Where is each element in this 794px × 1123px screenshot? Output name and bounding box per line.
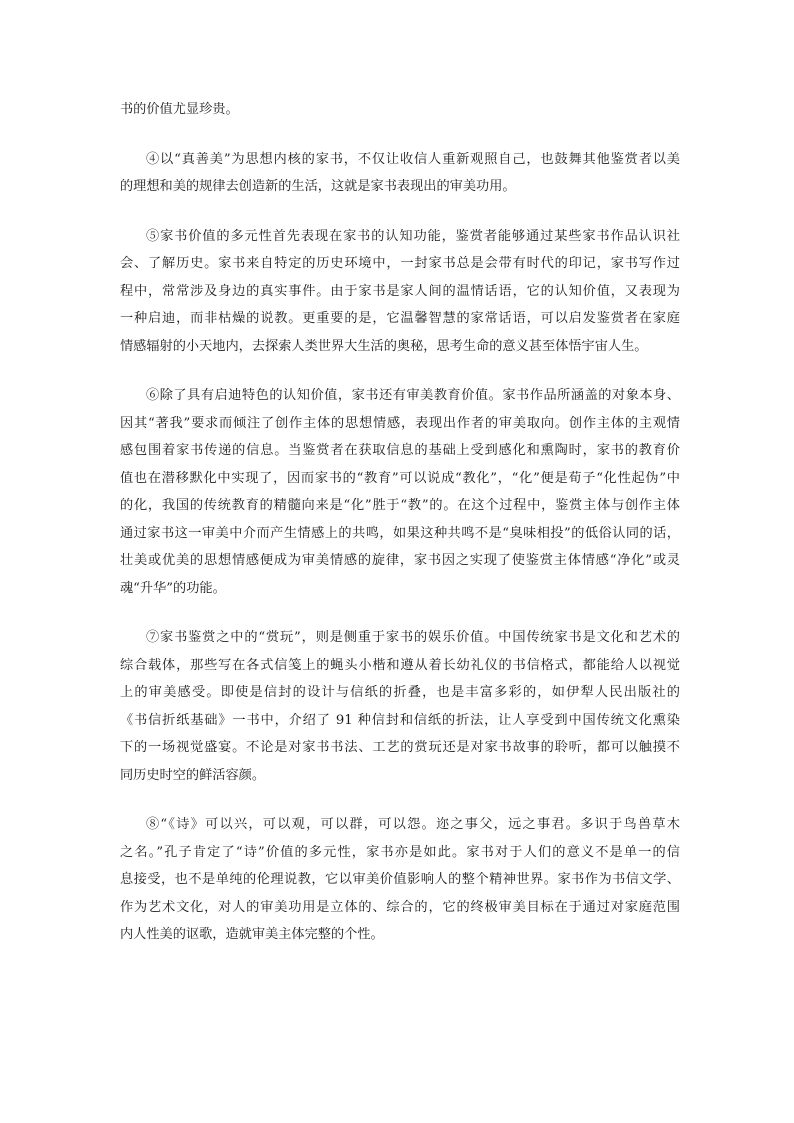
text-line: 综合载体，那些写在各式信笺上的蝇头小楷和遵从着长幼礼仪的书信格式，都能给人以视觉 [120,657,680,673]
text-line: 作为艺术文化，对人的审美功用是立体的、综合的，它的终极审美目标在于通过对家庭范围 [120,899,680,915]
paragraph-1 [120,96,680,124]
document-page [120,96,680,971]
paragraph-6 [120,811,680,949]
text-line: 一种启迪，而非枯燥的说教。更重要的是，它温馨智慧的家常话语，可以启发鉴赏者在家庭 [120,311,680,326]
text-line: 会、了解历史。家书来自特定的历史环境中，一封家书总是会带有时代的印记，家书写作过 [120,256,680,271]
text-line: 之名。”孔子肯定了“诗”价值的多元性，家书亦是如此。家书对于人们的意义不是单一的信 [120,844,680,860]
paragraph-5 [120,624,680,789]
text-line: 感包围着家书传递的信息。当鉴赏者在获取信息的基础上受到感化和熏陶时，家书的教育价 [120,443,680,458]
paragraph-4 [120,382,680,602]
text-line: 的化，我国的传统教育的精髓向来是“化”胜于“教”的。在这个过程中，鉴赏主体与创作主体 [120,498,680,513]
text-line: 《书信折纸基础》一书中，介绍了 91 种信封和信纸的折法，让人享受到中国传统文化熏染 [120,712,680,728]
text-line: 同历史时空的鲜活容颜。 [120,767,266,783]
text-line: 内人性美的讴歌，造就审美主体完整的个性。 [120,927,384,942]
text-line: 魂“升华”的功能。 [120,580,226,596]
text-line: 情感辐射的小天地内，去探索人类世界大生活的奥秘，思考生命的意义甚至体悟宇宙人生。 [120,338,648,354]
text-line: ④以“真善美”为思想内核的家书，不仅让收信人重新观照自己，也鼓舞其他鉴赏者以美 [146,151,680,167]
paragraph-2 [120,146,680,201]
text-line: 壮美或优美的思想情感便成为审美情感的旋律，家书因之实现了使鉴赏主体情感“净化”或灵 [120,553,680,568]
text-line: ⑥除了具有启迪特色的认知价值，家书还有审美教育价值。家书作品所涵盖的对象本身、 [146,388,680,403]
text-line: 下的一场视觉盛宴。不论是对家书书法、工艺的赏玩还是对家书故事的聆听，都可以触摸不 [120,740,680,755]
paragraph-3 [120,223,680,361]
text-line: ⑦家书鉴赏之中的“赏玩”，则是侧重于家书的娱乐价值。中国传统家书是文化和艺术的 [146,630,680,645]
text-line: ⑧“《诗》可以兴，可以观，可以群，可以怨。迩之事父，远之事君。多识于鸟兽草木 [146,817,680,832]
text-line: 程中，常常涉及身边的真实事件。由于家书是家人间的温情话语，它的认知价值，又表现为 [120,283,680,299]
text-line: 值也在潜移默化中实现了，因而家书的“教育”可以说成“教化”，“化”便是荀子“化性起伪”中 [120,470,680,486]
text-line: 的理想和美的规律去创造新的生活，这就是家书表现出的审美功用。 [120,179,516,194]
text-line: 上的审美感受。即使是信封的设计与信纸的折叠，也是丰富多彩的，如伊犁人民出版社的 [120,685,680,700]
text-line: 因其“著我”要求而倾注了创作主体的思想情感，表现出作者的审美取向。创作主体的主观情 [120,415,680,431]
text-line: 息接受，也不是单纯的伦理说教，它以审美价值影响人的整个精神世界。家书作为书信文学、 [120,872,680,887]
text-line: 通过家书这一审美中介而产生情感上的共鸣，如果这种共鸣不是“臭味相投”的低俗认同的话， [120,525,680,541]
text-line: 书的价值尤显珍贵。 [120,102,239,117]
text-line: ⑤家书价值的多元性首先表现在家书的认知功能，鉴赏者能够通过某些家书作品认识社 [146,228,680,244]
